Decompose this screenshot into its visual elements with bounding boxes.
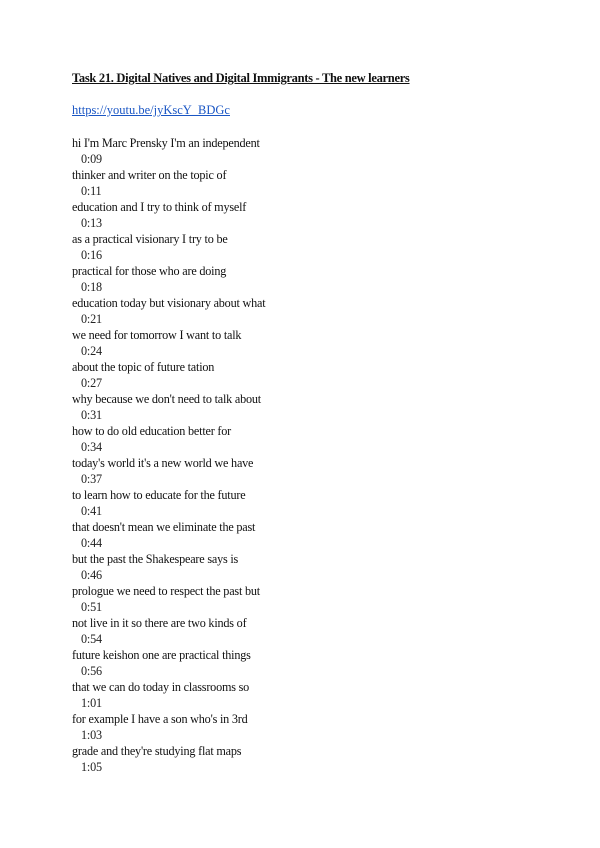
transcript-line: practical for those who are doing <box>72 264 227 278</box>
transcript-line: not live in it so there are two kinds of <box>72 616 247 630</box>
transcript-timestamp: 0:24 <box>81 344 102 358</box>
transcript-line: we need for tomorrow I want to talk <box>72 328 242 342</box>
transcript-timestamp: 0:09 <box>81 152 102 166</box>
transcript-line: about the topic of future tation <box>72 360 215 374</box>
transcript-timestamp: 1:05 <box>81 760 102 774</box>
transcript-timestamp: 0:41 <box>81 504 102 518</box>
transcript-timestamp: 1:01 <box>81 696 102 710</box>
transcript-line: education today but visionary about what <box>72 296 266 310</box>
transcript-line: that doesn't mean we eliminate the past <box>72 520 256 534</box>
transcript-line: education and I try to think of myself <box>72 200 247 214</box>
transcript-line: hi I'm Marc Prensky I'm an independent <box>72 136 260 150</box>
transcript-line: today's world it's a new world we have <box>72 456 254 470</box>
transcript-timestamp: 0:44 <box>81 536 102 550</box>
transcript-line: grade and they're studying flat maps <box>72 744 242 758</box>
transcript-timestamp: 0:46 <box>81 568 102 582</box>
transcript-line: that we can do today in classrooms so <box>72 680 250 694</box>
transcript-timestamp: 0:13 <box>81 216 102 230</box>
video-link[interactable]: https://youtu.be/jyKscY_BDGc <box>72 103 230 117</box>
transcript-timestamp: 0:56 <box>81 664 102 678</box>
transcript-timestamp: 0:54 <box>81 632 102 646</box>
transcript-timestamp: 0:27 <box>81 376 102 390</box>
transcript-line: thinker and writer on the topic of <box>72 168 227 182</box>
transcript-line: but the past the Shakespeare says is <box>72 552 239 566</box>
transcript-line: prologue we need to respect the past but <box>72 584 260 598</box>
transcript-line: for example I have a son who's in 3rd <box>72 712 248 726</box>
transcript-timestamp: 0:31 <box>81 408 102 422</box>
transcript-timestamp: 0:11 <box>81 184 102 198</box>
transcript-timestamp: 1:03 <box>81 728 102 742</box>
transcript-timestamp: 0:18 <box>81 280 102 294</box>
transcript-timestamp: 0:21 <box>81 312 102 326</box>
transcript-line: how to do old education better for <box>72 424 232 438</box>
transcript-timestamp: 0:16 <box>81 248 102 262</box>
transcript-timestamp: 0:51 <box>81 600 102 614</box>
transcript-line: to learn how to educate for the future <box>72 488 246 502</box>
transcript-timestamp: 0:37 <box>81 472 102 486</box>
document-title: Task 21. Digital Natives and Digital Immigrants - The new learners <box>72 71 410 85</box>
transcript-timestamp: 0:34 <box>81 440 102 454</box>
transcript-line: as a practical visionary I try to be <box>72 232 228 246</box>
transcript <box>72 135 532 775</box>
transcript-line: why because we don't need to talk about <box>72 392 261 406</box>
transcript-line: future keishon one are practical things <box>72 648 251 662</box>
